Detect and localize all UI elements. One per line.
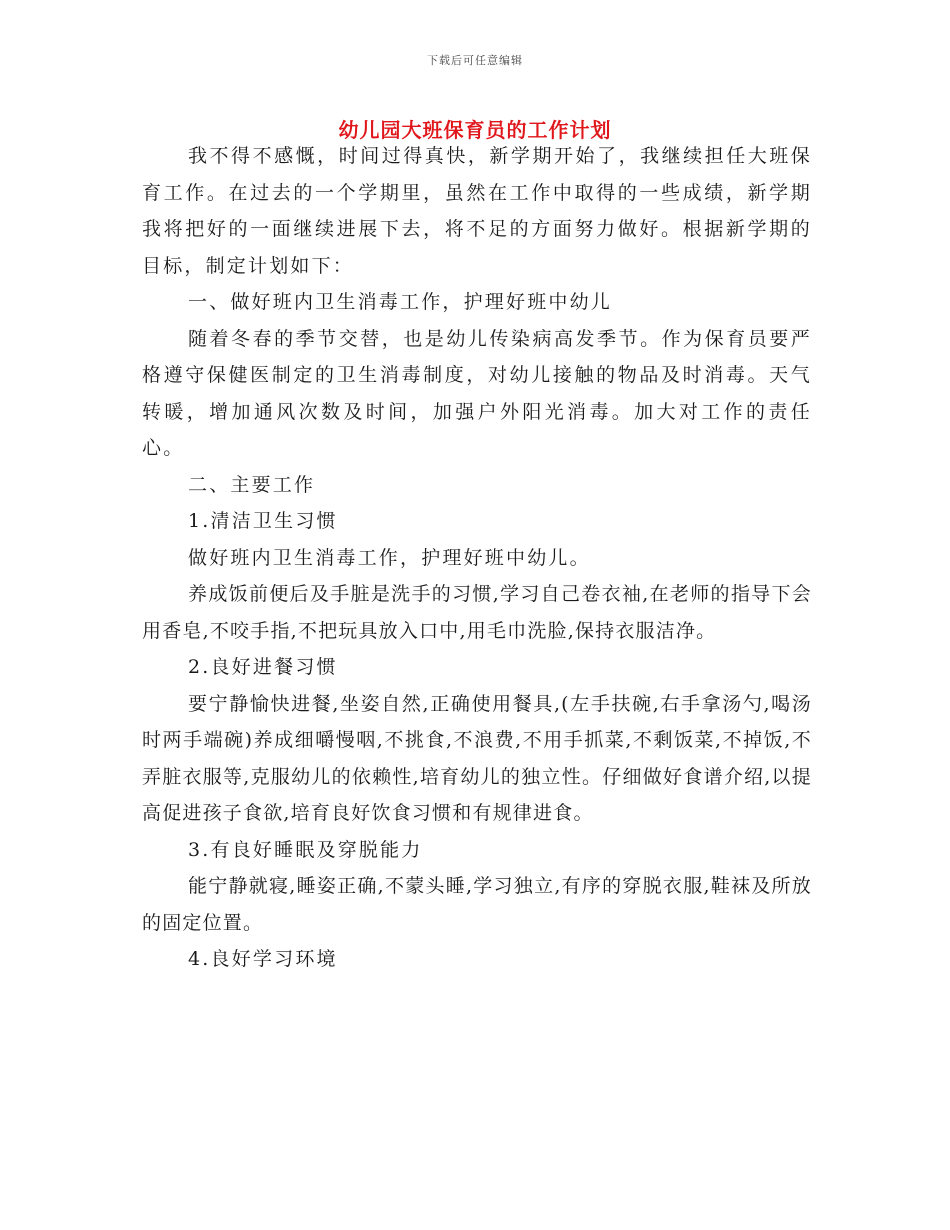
subheading-cleanliness: 1.清洁卫生习惯	[188, 510, 338, 532]
section-heading-1: 一、做好班内卫生消毒工作，护理好班中幼儿	[188, 291, 613, 313]
eating-paragraph: 要宁静愉快进餐,坐姿自然,正确使用餐具,(左手扶碗,右手拿汤勺,喝汤时两手端碗)养成细嚼慢咽,不挑食,不浪费,不用手抓菜,不剩饭菜,不掉饭,不弄脏衣服等,克服幼儿的依赖性,培育幼儿的独立性。仔细做好食谱介绍,以提高促进孩子食欲,培育良好饮食习惯和有规律进食。	[142, 692, 812, 824]
section-heading-2: 二、主要工作	[188, 473, 316, 496]
subheading-learning: 4.良好学习环境	[188, 948, 338, 970]
cleanliness-intro: 做好班内卫生消毒工作，护理好班中幼儿。	[188, 546, 591, 569]
hygiene-paragraph: 随着冬春的季节交替，也是幼儿传染病高发季节。作为保育员要严格遵守保健医制定的卫生消毒制度，对幼儿接触的物品及时消毒。天气转暖，增加通风次数及时间，加强户外阳光消毒。加大对工作的责任心。	[142, 327, 812, 459]
cleanliness-paragraph: 养成饭前便后及手脏是洗手的习惯,学习自己卷衣袖,在老师的指导下会用香皂,不咬手指,不把玩具放入口中,用毛巾洗脸,保持衣服洁净。	[142, 583, 812, 642]
subheading-sleeping: 3.有良好睡眠及穿脱能力	[188, 838, 423, 861]
subheading-eating: 2.良好进餐习惯	[188, 656, 338, 678]
sleeping-paragraph: 能宁静就寝,睡姿正确,不蒙头睡,学习独立,有序的穿脱衣服,鞋袜及所放的固定位置。	[142, 875, 812, 934]
document-title: 幼儿园大班保育员的工作计划	[338, 118, 612, 142]
document-body	[142, 138, 812, 978]
page-header-note: 下载后可任意编辑	[427, 54, 523, 67]
intro-paragraph: 我不得不感慨，时间过得真快，新学期开始了，我继续担任大班保育工作。在过去的一个学期里，虽然在工作中取得的一些成绩，新学期我将把好的一面继续进展下去，将不足的方面努力做好。根据新学期的目标，制定计划如下：	[142, 145, 812, 277]
